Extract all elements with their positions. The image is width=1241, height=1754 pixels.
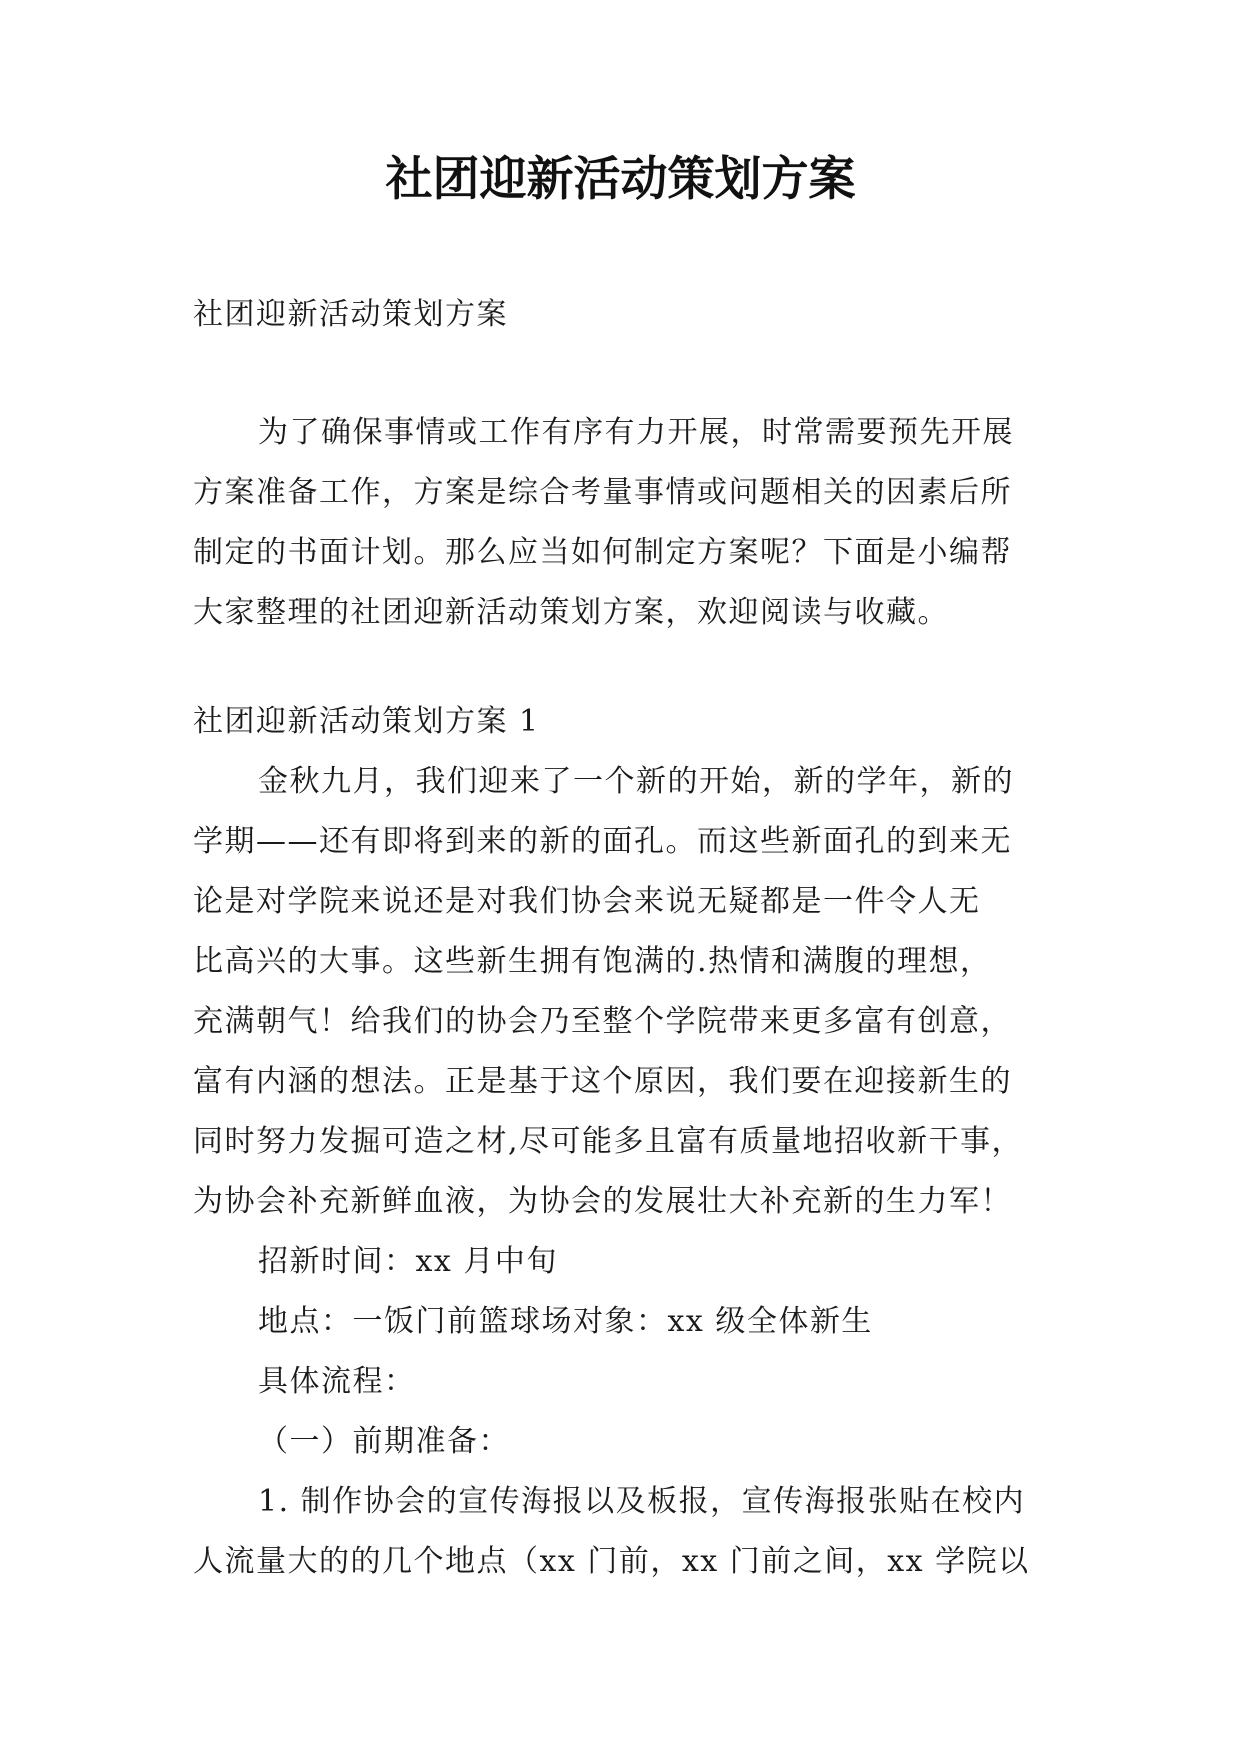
preparation-heading: （一）前期准备： <box>258 1424 510 1459</box>
intro-line: 方案准备工作，方案是综合考量事情或问题相关的因素后所 <box>193 475 1012 510</box>
section-heading: 社团迎新活动策划方案 1 <box>193 704 540 739</box>
body-line: 同时努力发掘可造之材,尽可能多且富有质量地招收新干事， <box>193 1124 1024 1159</box>
recruit-time-line: 招新时间：xx 月中旬 <box>258 1244 558 1279</box>
section-body <box>193 752 1063 1592</box>
location-line: 地点：一饭门前篮球场对象：xx 级全体新生 <box>258 1304 873 1339</box>
intro-line: 制定的书面计划。那么应当如何制定方案呢？下面是小编帮 <box>193 535 1012 570</box>
intro-line: 为了确保事情或工作有序有力开展，时常需要预先开展 <box>258 415 1014 450</box>
body-line: 学期——还有即将到来的新的面孔。而这些新面孔的到来无 <box>193 824 1012 859</box>
document-subtitle: 社团迎新活动策划方案 <box>193 297 508 332</box>
body-line: 1. 制作协会的宣传海报以及板报，宣传海报张贴在校内 <box>258 1484 1026 1519</box>
body-line: 充满朝气！给我们的协会乃至整个学院带来更多富有创意， <box>193 1004 1012 1039</box>
body-line: 为协会补充新鲜血液，为协会的发展壮大补充新的生力军！ <box>193 1184 1012 1219</box>
body-line: 比高兴的大事。这些新生拥有饱满的.热情和满腹的理想， <box>193 944 992 979</box>
document-title: 社团迎新活动策划方案 <box>385 152 856 207</box>
body-line: 人流量大的的几个地点（xx 门前，xx 门前之间，xx 学院以 <box>193 1544 1030 1579</box>
intro-line: 大家整理的社团迎新活动策划方案，欢迎阅读与收藏。 <box>193 595 949 630</box>
intro-paragraph <box>193 403 1063 643</box>
body-line: 富有内涵的想法。正是基于这个原因，我们要在迎接新生的 <box>193 1064 1012 1099</box>
process-heading: 具体流程： <box>258 1364 416 1399</box>
body-line: 论是对学院来说还是对我们协会来说无疑都是一件令人无 <box>193 884 981 919</box>
body-line: 金秋九月，我们迎来了一个新的开始，新的学年，新的 <box>258 764 1014 799</box>
